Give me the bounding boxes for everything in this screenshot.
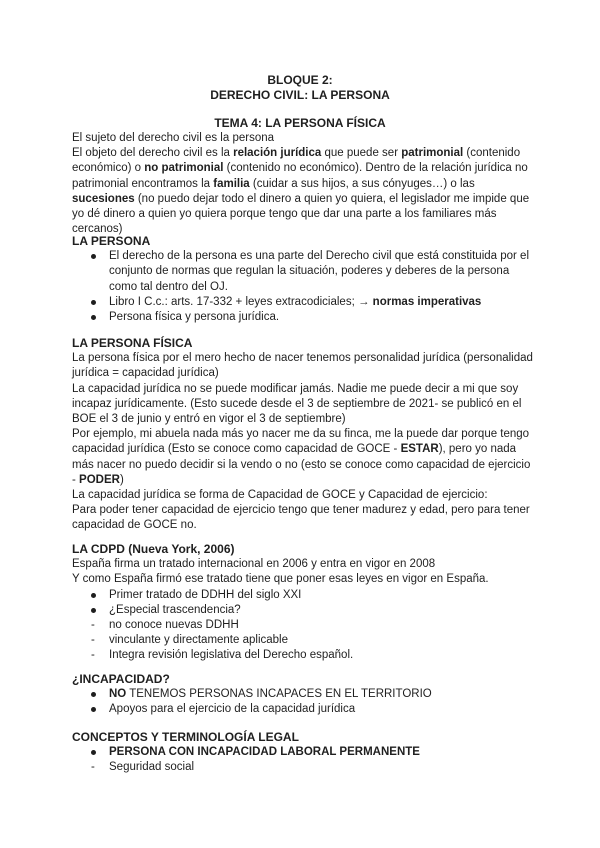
paragraph: La persona física por el mero hecho de nacer tenemos personalidad jurídica (personalidad jurídica = capacidad jurídica) [72,352,533,380]
persona-section [72,234,534,325]
paragraph: Por ejemplo, mi abuela nada más yo nacer me da su finca, me la puede dar porque tengo capacidad jurídica (Esto se conoce como capacidad de GOCE - ESTAR), pero yo nada más nacer no puedo decidir si la vendo o no (esto se conoce como capacidad de ejercicio - PODER) [72,428,531,486]
list-item: - vinculante y directamente aplicable [72,633,534,648]
cdpd-section [72,542,534,664]
intro-paragraph: El objeto del derecho civil es la relación jurídica que puede ser patrimonial (contenido económico) o no patrimonial (contenido no económico). Dentro de la relación jurídica no patrimonial encontramos la familia (cuidar a sus hijos, a sus cónyuges…) o las sucesiones (no puedo dejar todo el dinero a quien yo quiera, el legislador me impide que yo dé dinero a quien yo quiera porque tengo que dar una parte a los familiares más cercanos) [72,147,530,236]
list-item: PERSONA CON INCAPACIDAD LABORAL PERMANENTE [72,745,534,760]
paragraph: La capacidad jurídica no se puede modificar jamás. Nadie me puede decir a mi que soy incapaz jurídicamente. (Esto sucede desde el 3 de septiembre de 2021- se publicó en el BOE el 3 de junio y entró en vigor el 3 de septiembre) [72,382,522,426]
list-item: - Integra revisión legislativa del Derecho español. [72,648,534,663]
list-item: Primer tratado de DDHH del siglo XXI [72,588,534,603]
section-heading: CONCEPTOS Y TERMINOLOGÍA LEGAL [72,730,299,744]
intro-line: El sujeto del derecho civil es la persona [72,132,275,144]
list-item: Apoyos para el ejercicio de la capacidad jurídica [72,702,534,717]
topic-title: TEMA 4: LA PERSONA FÍSICA [214,116,386,130]
incapacidad-section [72,672,534,718]
paragraph: España firma un tratado internacional en 2006 y entra en vigor en 2008 [72,558,436,571]
persona-fisica-section [72,336,534,534]
conceptos-section [72,730,534,776]
list-item: NO TENEMOS PERSONAS INCAPACES EN EL TERRITORIO [72,687,534,702]
section-heading: LA CDPD (Nueva York, 2006) [72,542,235,556]
block-title: BLOQUE 2: [267,73,333,87]
block-subtitle: DERECHO CIVIL: LA PERSONA [210,88,390,102]
section-heading: ¿INCAPACIDAD? [72,672,170,686]
paragraph: Y como España firmó ese tratado tiene que poner esas leyes en vigor en España. [72,573,489,586]
paragraph: Para poder tener capacidad de ejercicio tengo que tener madurez y edad, pero para tener capacidad de GOCE no. [72,504,530,532]
section-heading: LA PERSONA FÍSICA [72,336,193,350]
intro-section [72,131,534,237]
paragraph: La capacidad jurídica se forma de Capacidad de GOCE y Capacidad de ejercicio: [72,489,488,502]
list-item: Libro I C.c.: arts. 17-332 + leyes extracodiciales; → normas imperativas [72,295,534,310]
list-item: Persona física y persona jurídica. [72,310,534,325]
section-heading: LA PERSONA [72,234,151,248]
list-item: ¿Especial trascendencia? [72,603,534,618]
list-item: - Seguridad social [72,760,534,775]
list-item: El derecho de la persona es una parte del Derecho civil que está constituida por el conjunto de normas que regulan la situación, poderes y deberes de la persona como tal dentro del OJ. [72,249,534,295]
list-item: - no conoce nuevas DDHH [72,618,534,633]
